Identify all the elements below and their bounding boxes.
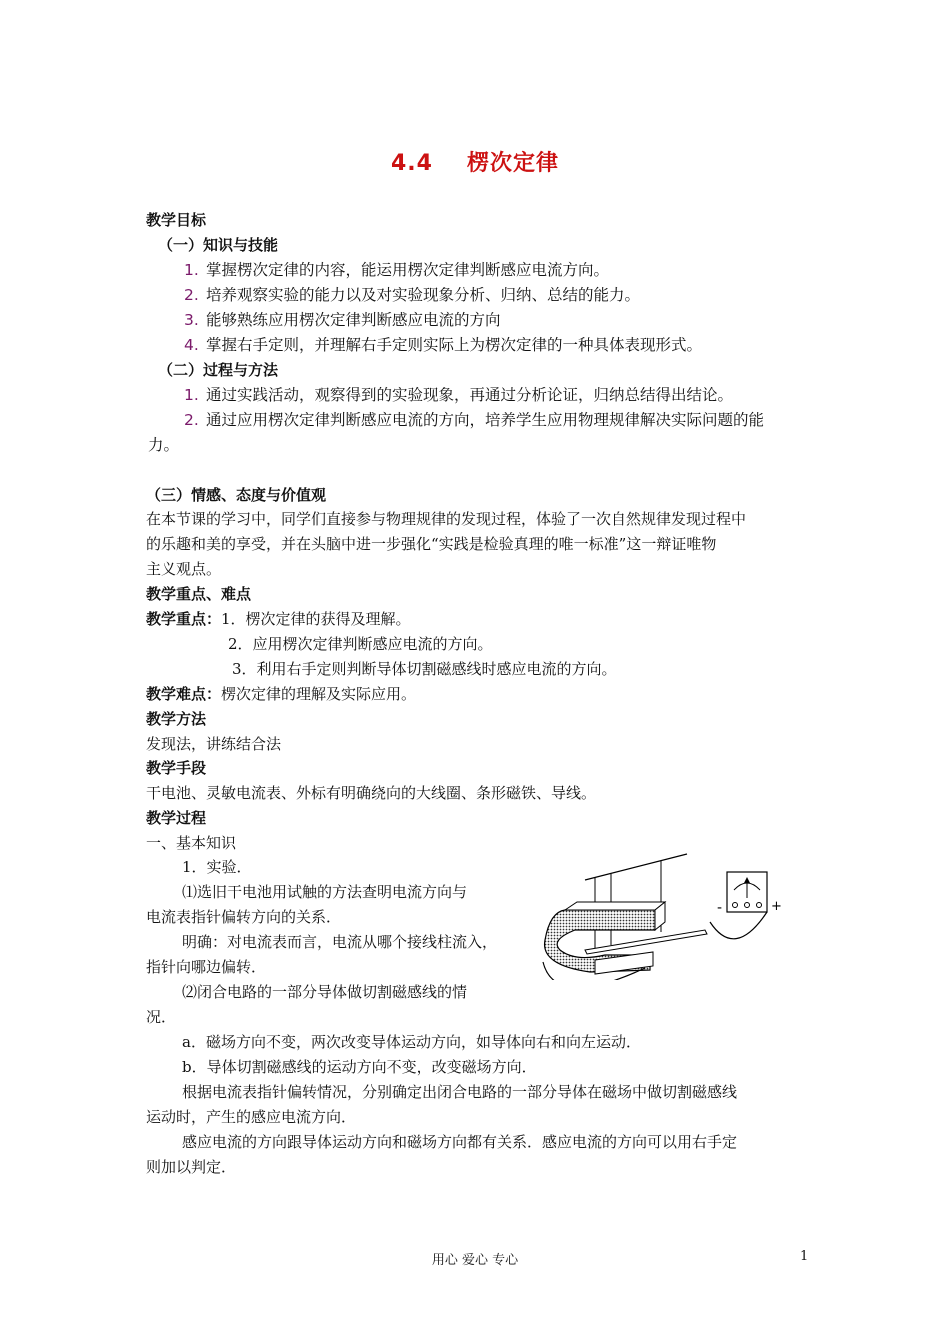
- paragraph: 明确：对电流表而言，电流从哪个接线柱流入，: [182, 933, 498, 951]
- page-title: [0, 146, 950, 177]
- experiment-label: 1．实验．: [182, 858, 252, 876]
- footer-text: 用心 爱心 专心: [431, 1253, 519, 1268]
- paragraph: 根据电流表指针偏转情况，分别确定出闭合电路的一部分导体在磁场中做切割磁感线: [182, 1083, 738, 1101]
- means-text: 干电池、灵敏电流表、外标有明确绕向的大线圈、条形磁铁、导线。: [146, 784, 597, 802]
- knowledge-item: 3. 能够熟练应用楞次定律判断感应电流的方向: [184, 311, 501, 329]
- emotion-heading: （三）情感、态度与价值观: [146, 486, 327, 504]
- key-point-2: 2．应用楞次定律判断感应电流的方向。: [228, 635, 493, 653]
- wire-right: [710, 912, 767, 939]
- paragraph: 电流表指针偏转方向的关系．: [146, 908, 342, 926]
- knowledge-heading: （一）知识与技能: [158, 236, 279, 254]
- paragraph: ⑵闭合电路的一部分导体做切割磁感线的情: [182, 983, 468, 1001]
- procedure-heading: 教学过程: [146, 809, 207, 827]
- page-number: 1: [800, 1249, 809, 1264]
- process-item: 2. 通过应用楞次定律判断感应电流的方向，培养学生应用物理规律解决实际问题的能: [184, 411, 765, 429]
- paragraph: 感应电流的方向跟导体运动方向和磁场方向都有关系．感应电流的方向可以用右手定: [182, 1133, 738, 1151]
- key-label: 教学重点：: [146, 610, 222, 628]
- frame-line: [585, 854, 687, 880]
- means-heading: 教学手段: [146, 759, 207, 777]
- difficult-point: 教学难点：楞次定律的理解及实际应用。: [146, 685, 417, 703]
- paragraph: 况．: [146, 1008, 177, 1026]
- experiment-diagram: [535, 850, 795, 980]
- paragraph: 则加以判定．: [146, 1158, 237, 1176]
- process-heading: （二）过程与方法: [158, 361, 279, 379]
- paragraph: b．导体切割磁感线的运动方向不变，改变磁场方向．: [182, 1058, 537, 1076]
- process-item: 1. 通过实践活动，观察得到的实验现象，再通过分析论证，归纳总结得出结论。: [184, 386, 734, 404]
- title-number: 4.4: [391, 151, 433, 176]
- process-wrap: 力。: [148, 436, 180, 454]
- key-heading: 教学重点、难点: [146, 585, 252, 603]
- key-point-1: 教学重点：1．楞次定律的获得及理解。: [146, 610, 411, 628]
- key-point-3: 3．利用右手定则判断导体切割磁感线时感应电流的方向。: [232, 660, 617, 678]
- goals-heading: 教学目标: [146, 211, 207, 229]
- title-text: 楞次定律: [466, 151, 559, 176]
- minus-label: -: [717, 900, 723, 916]
- emotion-line: 主义观点。: [146, 560, 222, 578]
- method-heading: 教学方法: [146, 710, 207, 728]
- magnet-top-face: [565, 902, 665, 910]
- paragraph: 运动时，产生的感应电流方向．: [146, 1108, 357, 1126]
- method-text: 发现法，讲练结合法: [146, 735, 282, 753]
- paragraph: 指针向哪边偏转．: [146, 958, 267, 976]
- emotion-line: 在本节课的学习中，同学们直接参与物理规律的发现过程，体验了一次自然规律发现过程中: [146, 510, 747, 528]
- emotion-line: 的乐趣和美的享受，并在头脑中进一步强化“实践是检验真理的唯一标准”这一辩证唯物: [146, 535, 717, 553]
- paragraph: ⑴选旧干电池用试触的方法查明电流方向与: [182, 883, 468, 901]
- knowledge-item: 2. 培养观察实验的能力以及对实验现象分析、归纳、总结的能力。: [184, 286, 641, 304]
- knowledge-item: 4. 掌握右手定则，并理解右手定则实际上为楞次定律的一种具体表现形式。: [184, 336, 703, 354]
- difficult-label: 教学难点：: [146, 685, 222, 703]
- plus-label: +: [771, 899, 782, 914]
- knowledge-item: 1. 掌握楞次定律的内容，能运用楞次定律判断感应电流方向。: [184, 261, 610, 279]
- section-heading: 一、基本知识: [146, 834, 237, 852]
- paragraph: a．磁场方向不变，两次改变导体运动方向，如导体向右和向左运动．: [182, 1033, 641, 1051]
- conductor-rod: [585, 930, 707, 954]
